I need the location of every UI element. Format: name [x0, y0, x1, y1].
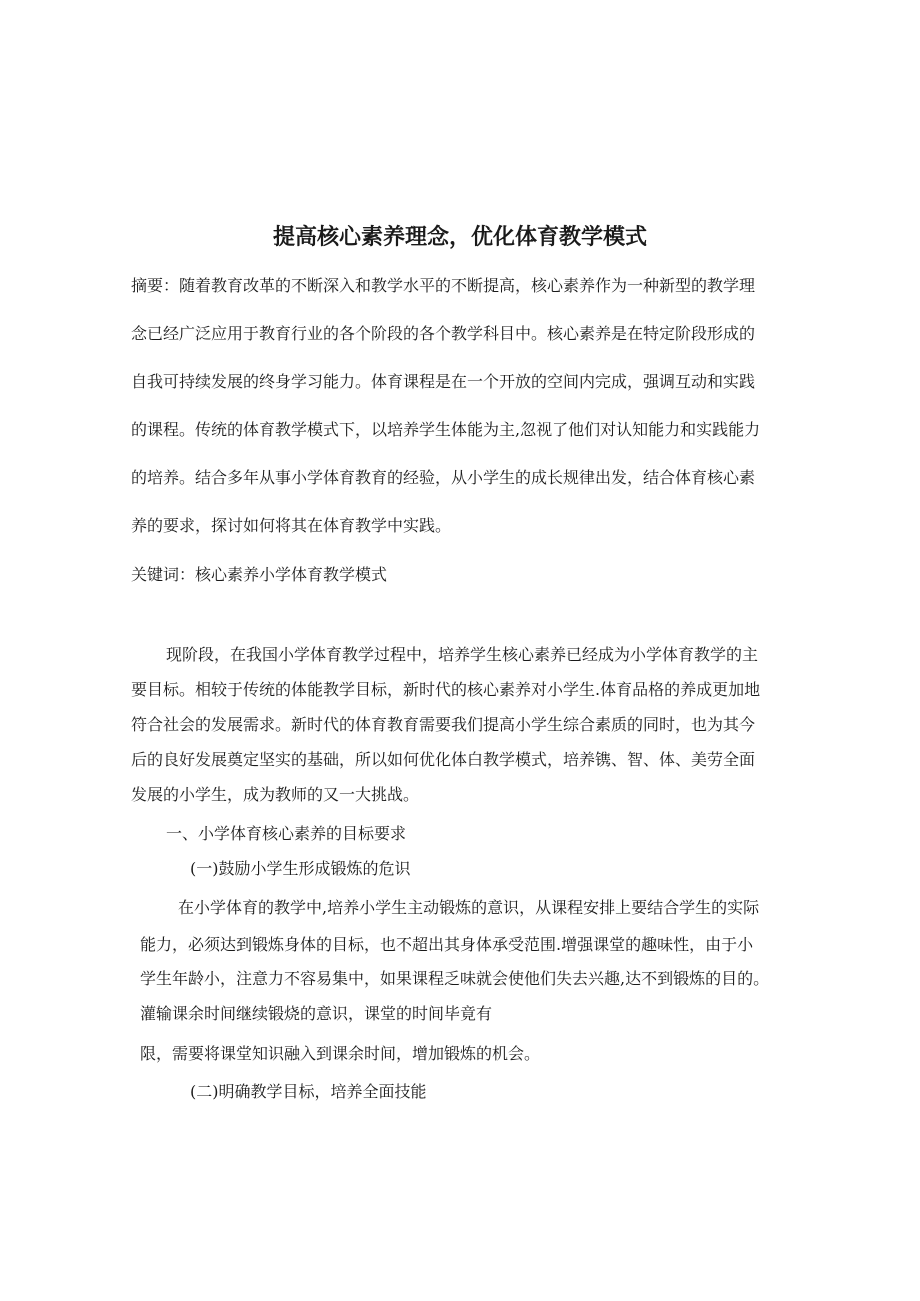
- body-line: 限，需要将课堂知识融入到课余时间，增加锻炼的机会。: [140, 1044, 541, 1063]
- body-line: 在小学体育的教学中,培养小学生主动锻炼的意识，从课程安排上要结合学生的实际: [178, 898, 760, 917]
- intro-line: 发展的小学生，成为教师的又一大挑战。: [131, 785, 420, 804]
- abstract-line: 的课程。传统的体育教学模式下，以培养学生体能为主,忽视了他们对认知能力和实践能力: [131, 420, 761, 439]
- document-title: 提高核心素养理念，优化体育教学模式: [272, 225, 647, 250]
- abstract-line: 的培养。结合多年从事小学体育教育的经验，从小学生的成长规律出发，结合体育核心素: [131, 468, 756, 487]
- subsection-heading: (一)鼓励小学生形成锻炼的危识: [190, 859, 411, 878]
- intro-line: 符合社会的发展需求。新时代的体育教育需要我们提高小学生综合素质的同时，也为其今: [131, 715, 756, 734]
- intro-line: 现阶段，在我国小学体育教学过程中，培养学生核心素养已经成为小学体育教学的主: [166, 645, 759, 664]
- abstract-line: 自我可持续发展的终身学习能力。体育课程是在一个开放的空间内完成，强调互动和实践: [131, 372, 756, 391]
- abstract-line: 摘要：随着教育改革的不断深入和教学水平的不断提高，核心素养作为一种新型的教学理: [131, 276, 756, 295]
- subsection-heading: (二)明确教学目标，培养全面技能: [190, 1082, 427, 1101]
- section-heading: 一、小学体育核心素养的目标要求: [166, 824, 407, 843]
- abstract-line: 养的要求，探讨如何将其在体育教学中实践。: [131, 516, 452, 535]
- body-line: 能力，必须达到锻炼身体的目标，也不超出其身体承受范围.增强课堂的趣味性，由于小: [140, 935, 754, 954]
- body-line: 灌输课余时间继续锻烧的意识，课堂的时间毕竟有: [140, 1004, 493, 1023]
- body-line: 学生年龄小，注意力不容易集中，如果课程乏味就会使他们失去兴趣,达不到锻炼的目的。: [140, 969, 770, 988]
- keywords: 关键词：核心素养小学体育教学模式: [131, 565, 388, 584]
- abstract-line: 念已经广泛应用于教育行业的各个阶段的各个教学科目中。核心素养是在特定阶段形成的: [131, 324, 756, 343]
- intro-line: 后的良好发展奠定坚实的基础，所以如何优化体白教学模式，培养镌、智、体、美劳全面: [131, 750, 756, 769]
- intro-line: 要目标。相较于传统的体能教学目标，新时代的核心素养对小学生.体育品格的养成更加地: [131, 680, 761, 699]
